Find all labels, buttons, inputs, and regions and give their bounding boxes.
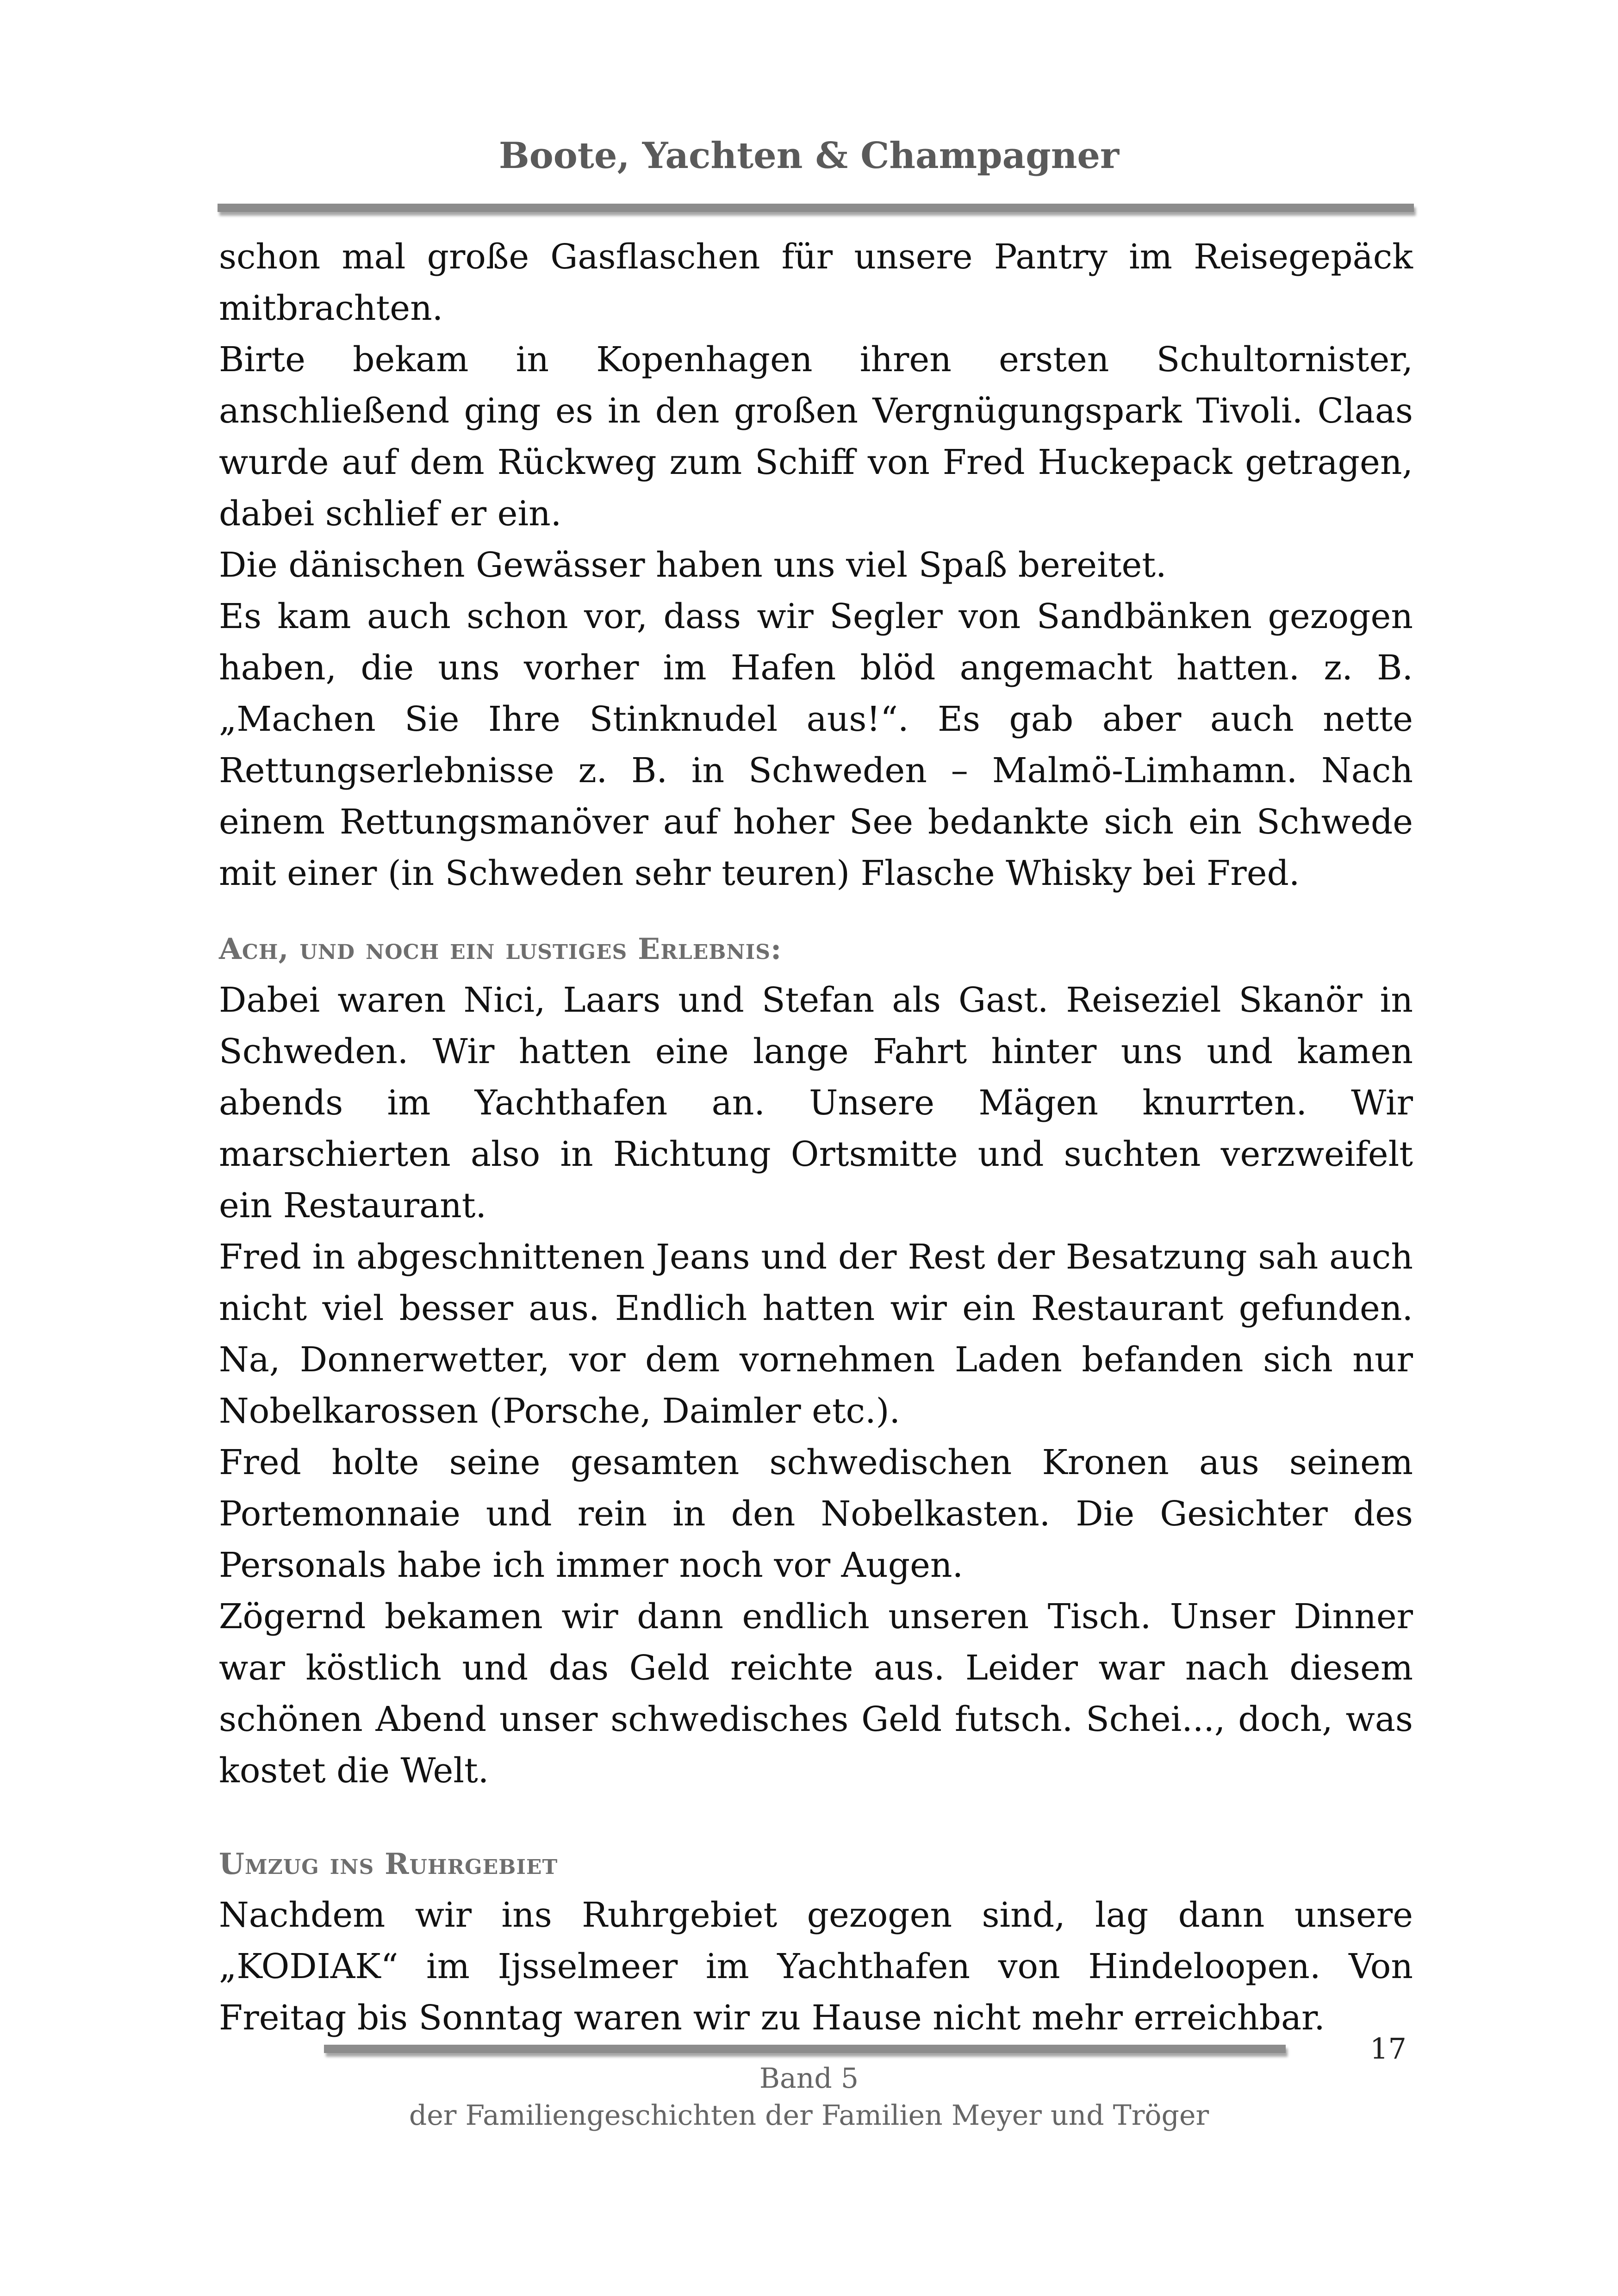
paragraph: Die dänischen Gewässer haben uns viel Spaß bereitet. [219, 545, 1167, 585]
page-number: 17 [1370, 2032, 1406, 2066]
paragraph: Es kam auch schon vor, dass wir Segler von Sandbänken gezogen haben, die uns vorher im Hafen blöd angemacht hatten. z. B. „Machen Sie Ihre Stinknudel aus!“. Es gab aber auch nette Rettungserlebnisse z. B. in Schweden – Malmö-Limhamn. Nach einem Rettungsmanöver auf hoher See bedankte sich ein Schwede mit einer (in Schweden sehr teuren) Flasche Whisky bei Fred. [219, 597, 1413, 893]
paragraph: Fred in abgeschnittenen Jeans und der Rest der Besatzung sah auch nicht viel besser aus. Endlich hatten wir ein Restaurant gefunden. Na, Donnerwetter, vor dem vornehmen Laden befanden sich nur Nobelkarossen (Porsche, Daimler etc.). [219, 1237, 1413, 1431]
section-heading: Ach, und noch ein lustiges Erlebnis: [219, 932, 782, 966]
footer-divider [324, 2045, 1286, 2053]
paragraph: Fred holte seine gesamten schwedischen Kronen aus seinem Portemonnaie und rein in den Nobelkasten. Die Gesichter des Personals habe ich immer noch vor Augen. [219, 1443, 1413, 1585]
section-heading: Umzug ins Ruhrgebiet [219, 1847, 558, 1881]
paragraph: Nachdem wir ins Ruhrgebiet gezogen sind, lag dann unsere „KODIAK“ im Ijsselmeer im Yachthafen von Hindeloopen. Von Freitag bis Sonntag waren wir zu Hause nicht mehr erreichbar. [219, 1895, 1413, 2038]
paragraph: schon mal große Gasflaschen für unsere Pantry im Reisegepäck mitbrachten. [219, 237, 1413, 328]
header-divider [218, 204, 1414, 212]
paragraph: Dabei waren Nici, Laars und Stefan als Gast. Reiseziel Skanör in Schweden. Wir hatten eine lange Fahrt hinter uns und kamen abends im Yachthafen an. Unsere Mägen knurrten. Wir marschierten also in Richtung Ortsmitte und suchten verzweifelt ein Restaurant. [219, 980, 1413, 1226]
footer-volume: Band 5 [759, 2062, 859, 2095]
paragraph: Birte bekam in Kopenhagen ihren ersten Schultornister, anschließend ging es in den großen Vergnügungspark Tivoli. Claas wurde auf dem Rückweg zum Schiff von Fred Huckepack getragen, dabei schlief er ein. [219, 340, 1413, 534]
paragraph: Zögernd bekamen wir dann endlich unseren Tisch. Unser Dinner war köstlich und das Geld reichte aus. Leider war nach diesem schönen Abend unser schwedisches Geld futsch. Schei..., doch, was kostet die Welt. [219, 1597, 1413, 1791]
page-body [219, 231, 1413, 2044]
running-header-title: Boote, Yachten & Champagner [498, 135, 1120, 177]
footer-series-title: der Familiengeschichten der Familien Meyer und Tröger [409, 2099, 1209, 2132]
